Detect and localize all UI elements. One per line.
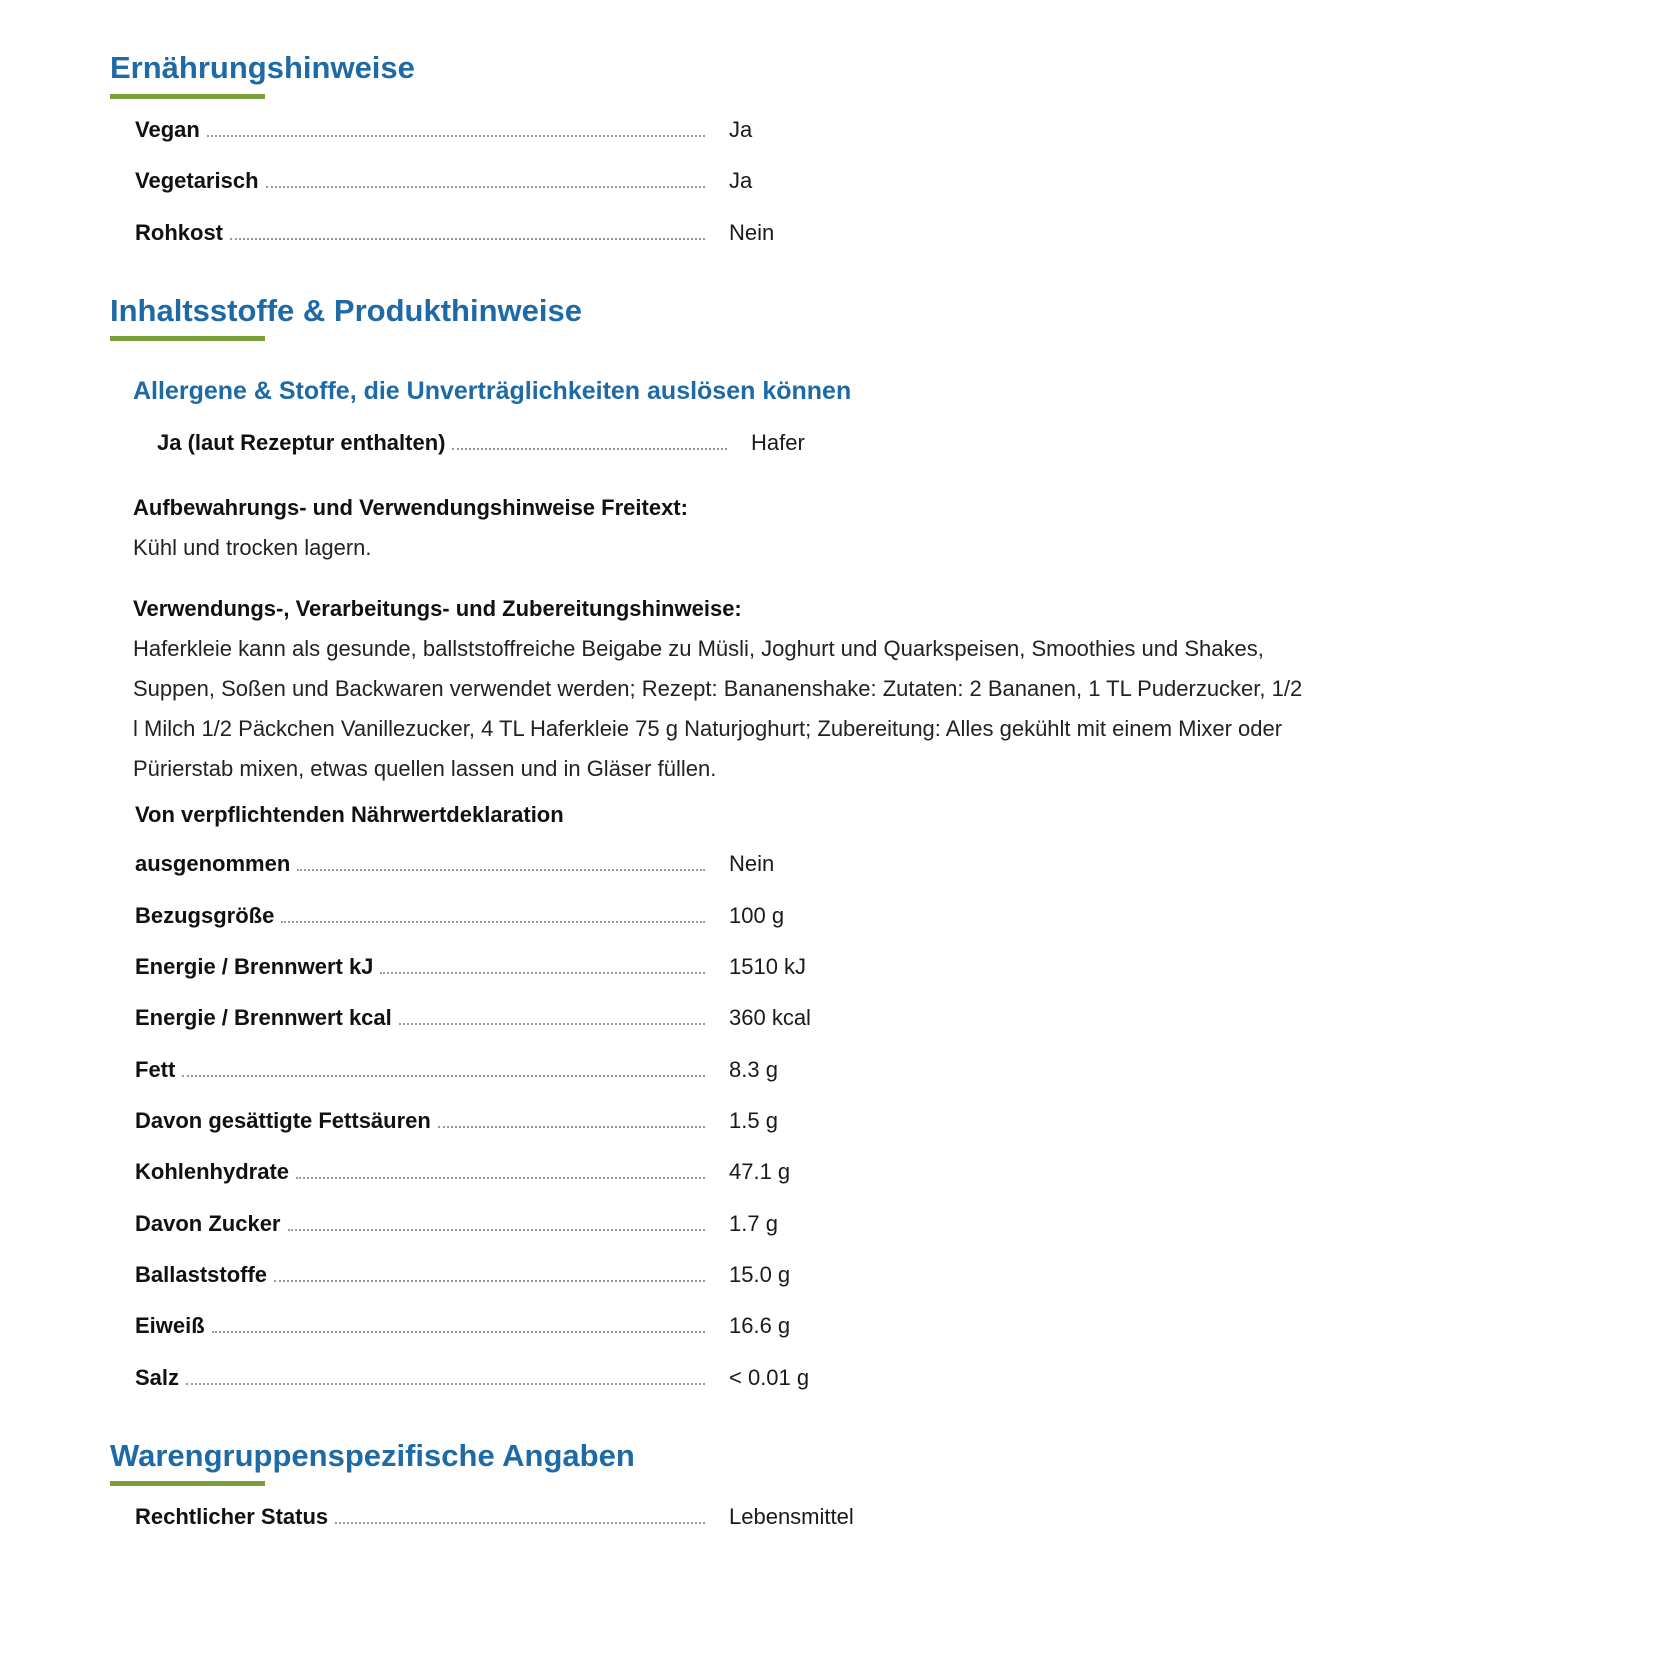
dot-leader <box>274 1278 705 1282</box>
table-row <box>135 848 774 880</box>
row-value: 360 kcal <box>729 1005 811 1030</box>
row-label-wrap <box>135 1054 705 1086</box>
dot-leader <box>186 1381 705 1385</box>
dot-leader <box>438 1124 705 1128</box>
nutrition-exempt-heading: Von verpflichtenden Nährwertdeklaration <box>135 802 564 827</box>
table-row <box>157 427 805 459</box>
row-value: 8.3 g <box>729 1057 778 1082</box>
dot-leader <box>380 970 705 974</box>
row-value: 16.6 g <box>729 1313 791 1338</box>
dot-leader <box>296 1175 705 1179</box>
row-label-wrap <box>135 1156 705 1188</box>
row-label: Davon Zucker <box>135 1211 281 1236</box>
row-value: 1.5 g <box>729 1108 778 1133</box>
row-value: Nein <box>729 220 775 245</box>
row-label-wrap <box>157 427 727 459</box>
row-label-wrap <box>135 951 705 983</box>
table-row <box>135 217 774 249</box>
row-value: Ja <box>729 168 753 193</box>
row-label: Energie / Brennwert kJ <box>135 954 374 979</box>
dot-leader <box>452 446 727 450</box>
row-label-wrap <box>135 165 705 197</box>
table-row <box>135 1105 778 1137</box>
table-row <box>135 114 752 146</box>
table-row <box>135 165 752 197</box>
dot-leader <box>207 133 705 137</box>
storage-label: Aufbewahrungs- und Verwendungshinweise Freitext: <box>133 495 688 520</box>
dot-leader <box>288 1227 706 1231</box>
row-label: Kohlenhydrate <box>135 1159 290 1184</box>
row-label-wrap <box>135 217 705 249</box>
row-label: Energie / Brennwert kcal <box>135 1005 392 1030</box>
usage-text: Haferkleie kann als gesunde, ballststoffreiche Beigabe zu Müsli, Joghurt und Quarkspeisen, Smoothies und Shakes, Suppen, Soßen und Backwaren verwendet werden; Rezept: Bananenshake: Zutaten: 2 Bananen, 1 TL Puderzucker, 1/2 l Milch 1/2 Päckchen Vanillezucker, 4 TL Haferkleie 75 g Naturjoghurt; Zubereitung: Alles gekühlt mit einem Mixer oder Pürierstab mixen, etwas quellen lassen und in Gläser füllen. <box>133 636 1303 781</box>
row-label: Fett <box>135 1057 176 1082</box>
dot-leader <box>230 236 705 240</box>
row-value: 1510 kJ <box>729 954 807 979</box>
row-label: Vegan <box>135 117 200 142</box>
row-label-wrap <box>135 1362 705 1394</box>
section-title-product-group: Warengruppenspezifische Angaben <box>110 1438 635 1473</box>
dot-leader <box>212 1329 705 1333</box>
row-label: Bezugsgröße <box>135 903 275 928</box>
row-value: 1.7 g <box>729 1211 778 1236</box>
row-label: Ballaststoffe <box>135 1262 268 1287</box>
row-label: Vegetarisch <box>135 168 259 193</box>
table-row <box>135 1310 790 1342</box>
row-label: Davon gesättigte Fettsäuren <box>135 1108 431 1133</box>
section-title-ingredients: Inhaltsstoffe & Produkthinweise <box>110 293 582 328</box>
dot-leader <box>335 1520 705 1524</box>
table-row <box>135 951 806 983</box>
table-row <box>135 1208 778 1240</box>
dot-leader <box>182 1073 705 1077</box>
row-label-wrap <box>135 1208 705 1240</box>
section-title-underline <box>110 336 265 341</box>
dot-leader <box>281 919 705 923</box>
row-label-wrap <box>135 900 705 932</box>
section-title-underline <box>110 94 265 99</box>
row-label-wrap <box>135 1105 705 1137</box>
row-label: Ja (laut Rezeptur enthalten) <box>157 430 446 455</box>
table-row <box>135 1259 790 1291</box>
row-label-wrap <box>135 1259 705 1291</box>
row-label: Rohkost <box>135 220 223 245</box>
row-value: 100 g <box>729 903 785 928</box>
section-title-nutrition-notes: Ernährungshinweise <box>110 50 415 85</box>
subsection-title-allergens: Allergene & Stoffe, die Unverträglichkeiten auslösen können <box>133 377 852 405</box>
row-label-wrap <box>135 1310 705 1342</box>
row-label-wrap <box>135 114 705 146</box>
table-row <box>135 1156 790 1188</box>
table-row <box>135 1054 778 1086</box>
row-label: ausgenommen <box>135 851 291 876</box>
row-value: Lebensmittel <box>729 1504 854 1529</box>
table-row <box>135 1362 809 1394</box>
row-value: Nein <box>729 851 775 876</box>
row-label: Salz <box>135 1365 180 1390</box>
dot-leader <box>297 867 705 871</box>
row-label: Eiweiß <box>135 1313 205 1338</box>
table-row <box>135 1501 854 1533</box>
row-value: 47.1 g <box>729 1159 791 1184</box>
usage-label: Verwendungs-, Verarbeitungs- und Zubereitungshinweise: <box>133 596 742 621</box>
row-label-wrap <box>135 1501 705 1533</box>
section-title-underline <box>110 1481 265 1486</box>
table-row <box>135 900 784 932</box>
row-label: Rechtlicher Status <box>135 1504 329 1529</box>
row-value: 15.0 g <box>729 1262 791 1287</box>
dot-leader <box>266 184 705 188</box>
row-label-wrap <box>135 848 705 880</box>
storage-text: Kühl und trocken lagern. <box>133 535 372 560</box>
row-value: Hafer <box>751 430 805 455</box>
row-value: < 0.01 g <box>729 1365 810 1390</box>
row-label-wrap <box>135 1002 705 1034</box>
dot-leader <box>399 1021 705 1025</box>
table-row <box>135 1002 811 1034</box>
row-value: Ja <box>729 117 753 142</box>
